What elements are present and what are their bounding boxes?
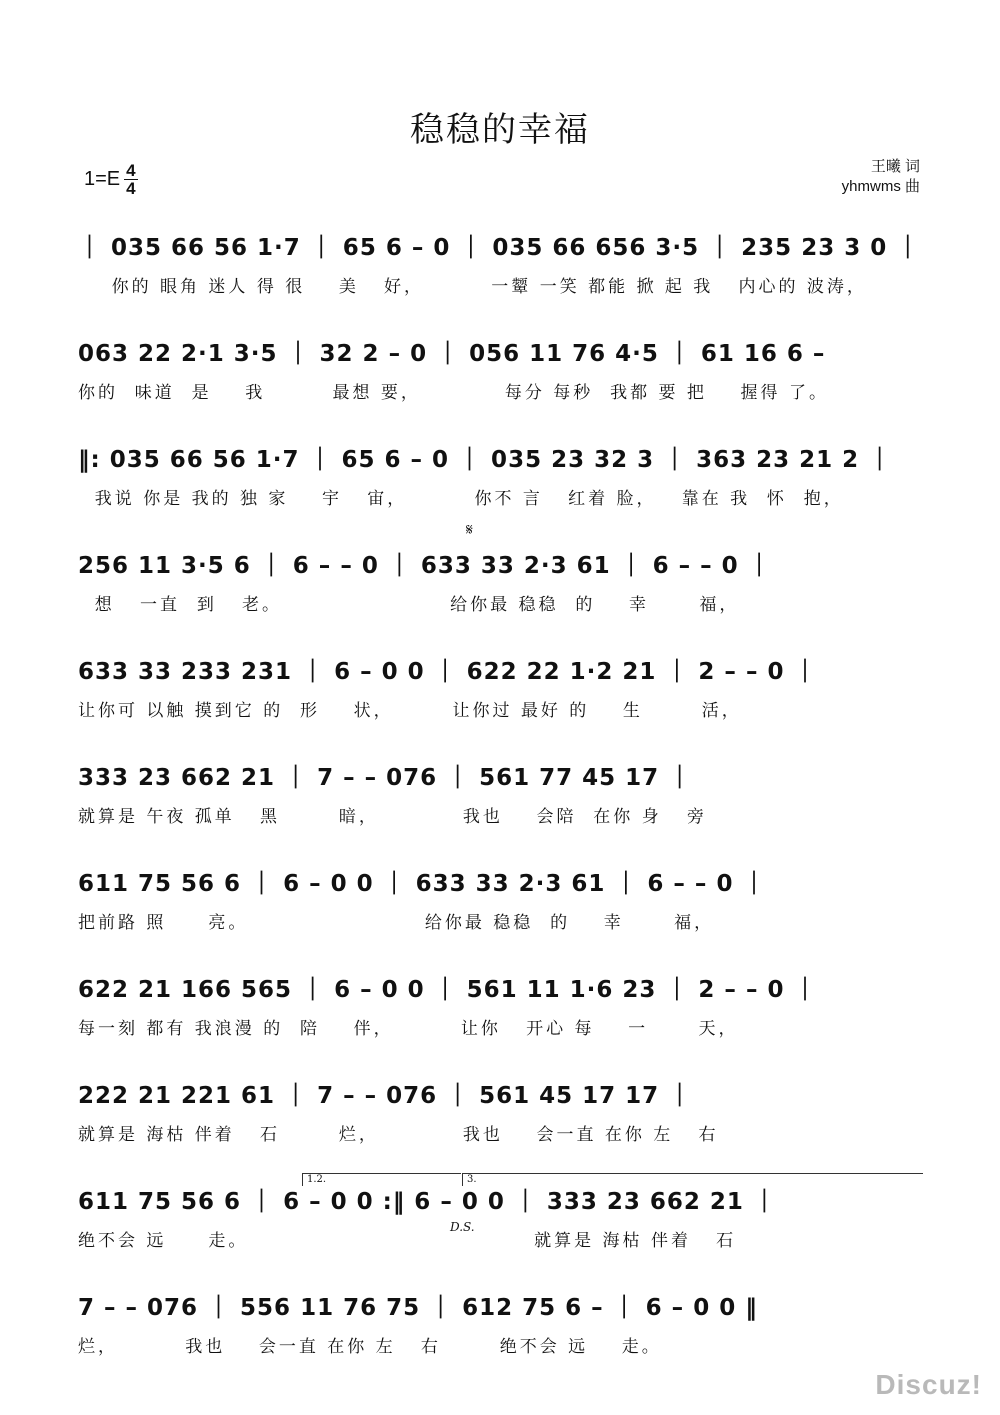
lyrics-line: 每一刻 都有 我浪漫 的 陪 伴， 让你 开心 每 一 天，	[78, 1019, 739, 1039]
lyrics-line: 绝不会 远 走。 就算是 海枯 伴着 石	[78, 1231, 737, 1251]
time-top: 4	[126, 161, 136, 180]
notation-line: 622 21 166 565 ｜ 6 – 0 0 ｜ 561 11 1·6 23 ｜ 2 – – 0 ｜	[78, 976, 818, 1003]
lyrics-line: 你的 眼角 迷人 得 很 美 好， 一颦 一笑 都能 掀 起 我 内心的 波涛，	[78, 277, 867, 297]
key-signature	[84, 162, 138, 197]
time-signature	[124, 162, 137, 197]
lyrics-line: 让你可 以触 摸到它 的 形 状， 让你过 最好 的 生 活，	[78, 701, 742, 721]
lyrics-line: 想 一直 到 老。 给你最 稳稳 的 幸 福，	[78, 595, 740, 615]
time-bottom: 4	[126, 179, 136, 198]
credits	[842, 157, 920, 197]
score-row	[0, 1282, 1000, 1362]
score-row	[0, 328, 1000, 408]
notation-line: 222 21 221 61 ｜ 7 – – 076 ｜ 561 45 17 17 ｜	[78, 1082, 693, 1109]
notation-line: ‖: 035 66 56 1·7 ｜ 65 6 – 0 ｜ 035 23 32 3 ｜ 363 23 21 2 ｜	[78, 446, 893, 473]
volta-3: 3.	[462, 1173, 923, 1186]
lyrics-line: 就算是 午夜 孤单 黑 暗， 我也 会陪 在你 身 旁	[78, 807, 707, 827]
score-row	[0, 222, 1000, 302]
score-row	[0, 752, 1000, 832]
page-title: 稳稳的幸福	[410, 110, 590, 150]
lyrics-line: 你的 味道 是 我 最想 要， 每分 每秒 我都 要 把 握得 了。	[78, 383, 829, 403]
segno-mark: 𝄋	[466, 520, 473, 539]
notation-line: 633 33 233 231 ｜ 6 – 0 0 ｜ 622 22 1·2 21 ｜ 2 – – 0 ｜	[78, 658, 818, 685]
key-label: 1=E	[84, 168, 121, 190]
lyrics-line: 就算是 海枯 伴着 石 烂， 我也 会一直 在你 左 右	[78, 1125, 719, 1145]
lyrics-line: 我说 你是 我的 独 家 宇 宙， 你不 言 红着 脸， 靠在 我 怀 抱，	[78, 489, 844, 509]
notation-line: 256 11 3·5 6 ｜ 6 – – 0 ｜ 633 33 2·3 61 ｜ 6 – – 0 ｜	[78, 552, 772, 579]
watermark: Discuz!	[875, 1369, 982, 1400]
lyrics-line: 烂， 我也 会一直 在你 左 右 绝不会 远 走。	[78, 1337, 662, 1357]
score-row	[0, 964, 1000, 1044]
score-row	[0, 1176, 1000, 1256]
composer: yhmwms 曲	[841, 178, 920, 195]
score-row	[0, 646, 1000, 726]
notation-line: ｜ 035 66 56 1·7 ｜ 65 6 – 0 ｜ 035 66 656 3·5 ｜ 235 23 3 0 ｜	[78, 234, 921, 261]
notation-line: 7 – – 076 ｜ 556 11 76 75 ｜ 612 75 6 – ｜ 6 – 0 0 ‖	[78, 1294, 758, 1321]
notation-line: 611 75 56 6 ｜ 6 – 0 0 ｜ 633 33 2·3 61 ｜ 6 – – 0 ｜	[78, 870, 767, 897]
score-row	[0, 858, 1000, 938]
notation-line: 611 75 56 6 ｜ 6 – 0 0 :‖ 6 – 0 0 ｜ 333 23 662 21 ｜	[78, 1188, 777, 1215]
score-row	[0, 1070, 1000, 1150]
volta-1-2: 1.2.	[302, 1173, 461, 1186]
ds-mark: D.S.	[450, 1220, 475, 1234]
lyricist: 王曦 词	[870, 158, 920, 175]
lyrics-line: 把前路 照 亮。 给你最 稳稳 的 幸 福，	[78, 913, 715, 933]
score-row	[0, 540, 1000, 620]
notation-line: 333 23 662 21 ｜ 7 – – 076 ｜ 561 77 45 17 ｜	[78, 764, 693, 791]
notation-line: 063 22 2·1 3·5 ｜ 32 2 – 0 ｜ 056 11 76 4·5 ｜ 61 16 6 –	[78, 340, 826, 367]
score-row	[0, 434, 1000, 514]
